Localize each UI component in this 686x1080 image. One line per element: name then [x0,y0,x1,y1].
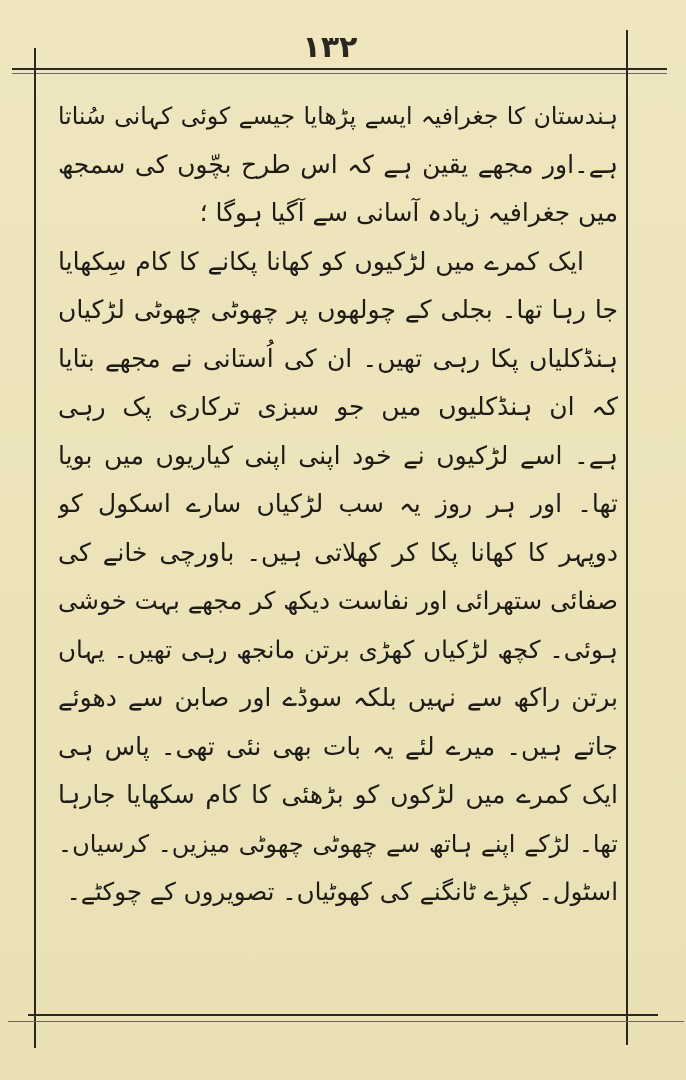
text-line: ہے۔ اسے لڑکیوں نے خود اپنی اپنی کیاریوں میں بویا [58,440,618,470]
text-line: دوپہر کا کھانا پکا کر کھلاتی ہیں۔ باورچی خانے کی [58,537,618,567]
text-line: ایک کمرے میں لڑکیوں کو کھانا پکانے کا کام سِکھایا [58,246,584,276]
bottom-rule [28,1014,658,1016]
text-line: ایک کمرے میں لڑکوں کو بڑھئی کا کام سکھایا جارہا [58,780,618,809]
body-text [58,92,618,1002]
top-rule-thin [12,73,667,74]
text-line: ہے۔اور مجھے یقین ہے کہ اس طرح بچّوں کی سمجھ [58,149,618,179]
text-line: جا رہا تھا۔ بجلی کے چولھوں پر چھوٹی چھوٹی لڑکیاں [58,295,618,324]
right-border [626,30,628,1045]
text-line: تھا۔ لڑکے اپنے ہاتھ سے چھوٹی چھوٹی میزیں۔ کرسیاں۔ [58,829,618,858]
text-line: میں جغرافیہ زیادہ آسانی سے آگیا ہوگا ؛ [199,198,618,227]
left-border [34,48,36,1048]
text-line: جاتے ہیں۔ میرے لئے یہ بات بھی نئی تھی۔ پاس ہی [58,731,618,761]
text-line: کہ ان ہنڈکلیوں میں جو سبزی ترکاری پک رہی [58,392,618,421]
text-line: اسٹول۔ کپڑے ٹانگنے کی کھوٹیاں۔ تصویروں کے چوکٹے۔ [66,877,618,906]
top-rule [12,68,667,70]
text-line: تھا۔ اور ہر روز یہ سب لڑکیاں سارے اسکول کو [58,489,618,518]
bottom-rule-thin [8,1021,684,1022]
text-line: ہندستان کا جغرافیہ ایسے پڑھایا جیسے کوئی کہانی سُناتا [58,102,618,130]
text-line: ہوئی۔ کچھ لڑکیاں کھڑی برتن مانجھ رہی تھیں۔ یہاں [58,634,618,664]
text-line: برتن راکھ سے نہیں بلکہ سوڈے اور صابن سے دھوئے [58,683,618,712]
text-line: صفائی ستھرائی اور نفاست دیکھ کر مجھے بہت خوشی [58,586,618,615]
page-number: ۱۳۲ [302,30,358,65]
text-line: ہنڈکلیاں پکا رہی تھیں۔ ان کی اُستانی نے مجھے بتایا [58,343,618,373]
